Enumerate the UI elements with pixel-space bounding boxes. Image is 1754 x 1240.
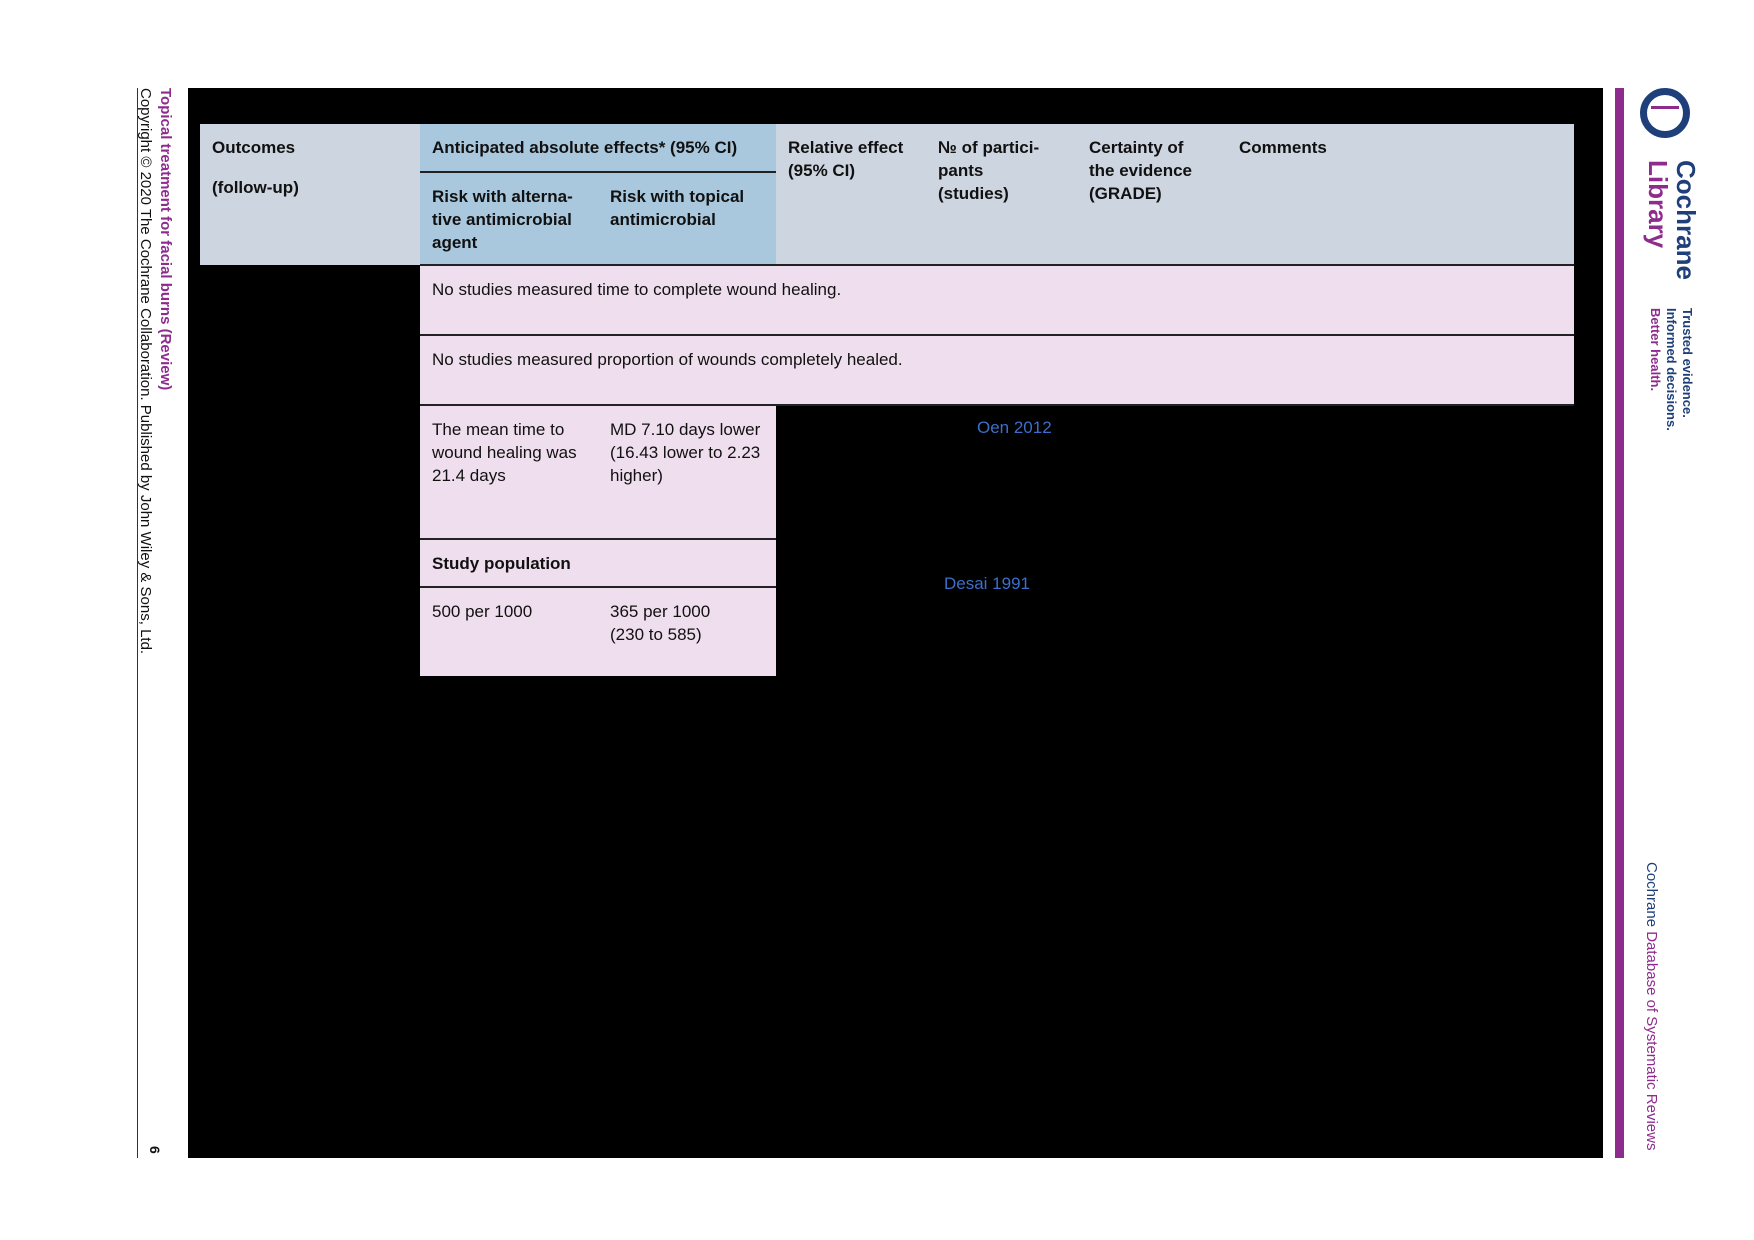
header-outcomes: Outcomes (follow-up)	[200, 124, 420, 265]
review-title: Topical treatment for facial burns (Review)	[157, 88, 174, 391]
brand-name-library: Library	[1643, 160, 1673, 249]
header-risk-alternative: Risk with alterna- tive antimicrobial agent	[420, 173, 598, 265]
row-no-time-healing: No studies measured time to complete wound healing.	[420, 266, 1574, 335]
page-footer	[135, 88, 175, 654]
header-certainty: Certainty of the evidence (GRADE)	[1077, 124, 1227, 265]
cochrane-logo-wave-icon	[1651, 106, 1679, 120]
cell-mean-topical: MD 7.10 days lower (16.43 lower to 2.23 higher)	[598, 406, 776, 539]
database-name: Cochrane Database of Systematic Reviews	[1643, 862, 1660, 1151]
brand-name-cochrane: Cochrane	[1671, 160, 1701, 280]
tagline-line-3: Better health.	[1648, 308, 1663, 392]
brand-bar	[1615, 88, 1624, 1158]
study-link-desai-1991[interactable]: Desai 1991	[944, 574, 1031, 593]
cell-population-topical: 365 per 1000 (230 to 585)	[598, 588, 776, 676]
header-participants: № of partici- pants (studies)	[926, 124, 1077, 265]
cell-study-population: Study population	[420, 540, 776, 586]
study-link-oen-2012[interactable]: Oen 2012	[977, 418, 1052, 437]
cell-population-alternative: 500 per 1000	[420, 588, 598, 676]
header-anticipated-effects: Anticipated absolute effects* (95% CI)	[420, 124, 776, 172]
tagline-line-1: Trusted evidence.	[1680, 308, 1695, 418]
row-no-proportion-healed: No studies measured proportion of wounds completely healed.	[420, 336, 1574, 405]
tagline-line-2: Informed decisions.	[1664, 308, 1679, 431]
cell-mean-alternative: The mean time to wound healing was 21.4 days	[420, 406, 598, 539]
header-risk-topical: Risk with topical antimicrobial	[598, 173, 776, 265]
copyright-notice: Copyright © 2020 The Cochrane Collaboration. Published by John Wiley & Sons, Ltd.	[137, 88, 154, 655]
header-relative-effect: Relative effect (95% CI)	[776, 124, 926, 265]
header-comments: Comments	[1227, 124, 1574, 265]
page-number: 6	[147, 1146, 163, 1154]
